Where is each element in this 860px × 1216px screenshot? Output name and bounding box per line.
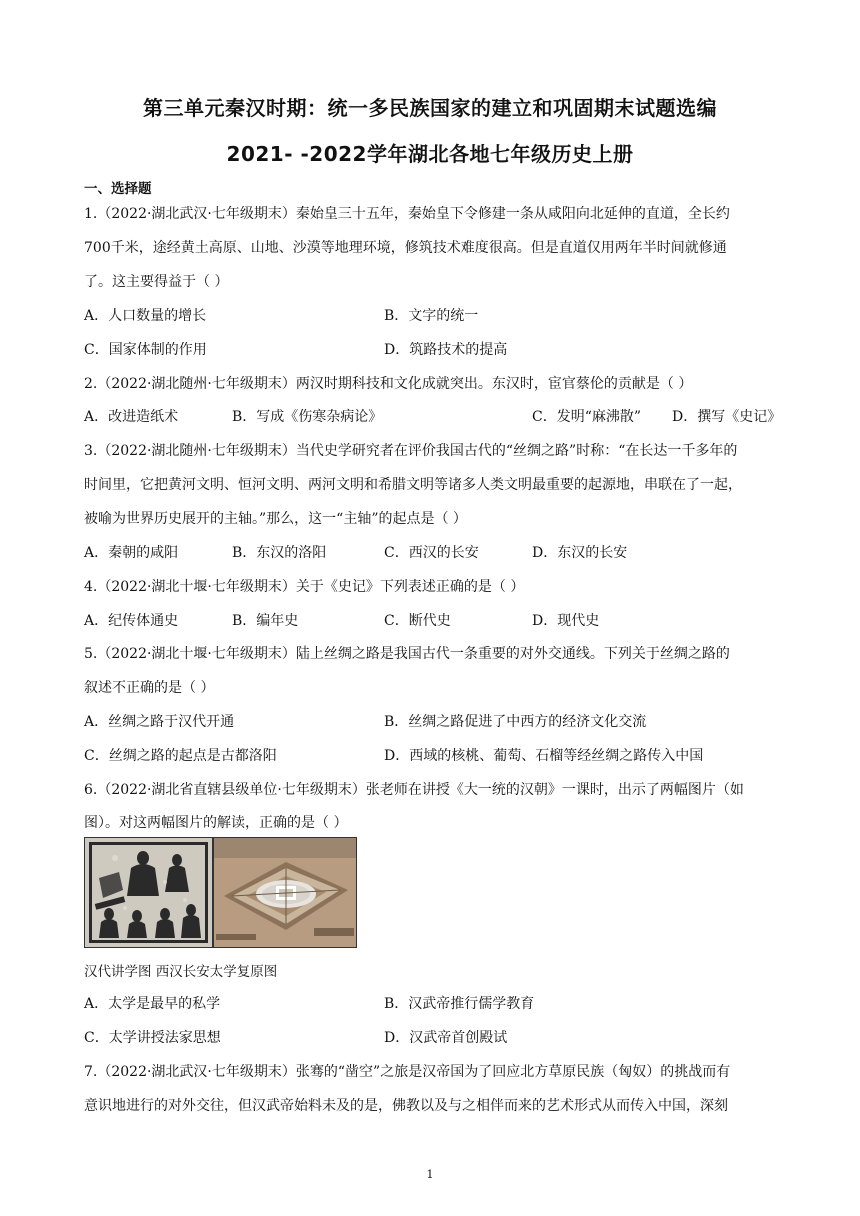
question-2-option-c: C．发明“麻沸散” <box>532 409 642 425</box>
question-6-option-b: B．汉武帝推行儒学教育 <box>384 996 535 1012</box>
question-4-option-b: B．编年史 <box>232 613 299 629</box>
question-4-option-a: A．纪传体通史 <box>84 613 179 629</box>
question-2-option-d: D．撰写《史记》 <box>672 409 782 425</box>
page-number: 1 <box>426 1168 434 1181</box>
question-5-option-a: A．丝绸之路于汉代开通 <box>84 714 235 730</box>
question-1-option-d: D．筑路技术的提高 <box>384 342 508 358</box>
document-title: 第三单元秦汉时期：统一多民族国家的建立和巩固期末试题选编 <box>143 96 717 120</box>
question-6-option-d: D．汉武帝首创殿试 <box>384 1030 508 1046</box>
document-subtitle: 2021- -2022学年湖北各地七年级历史上册 <box>226 142 634 166</box>
question-6-option-c: C．太学讲授法家思想 <box>84 1030 221 1046</box>
question-1-text-line-3: 了。这主要得益于（ ） <box>84 274 229 290</box>
question-3-option-d: D．东汉的长安 <box>532 545 628 561</box>
han-lecture-illustration <box>85 838 212 947</box>
question-5-option-b: B．丝绸之路促进了中西方的经济文化交流 <box>384 714 647 730</box>
question-4-text-line-1: 4.（2022·湖北十堰·七年级期末）关于《史记》下列表述正确的是（ ） <box>84 579 525 595</box>
question-3-text-line-3: 被喻为世界历史展开的主轴。”那么，这一“主轴”的起点是（ ） <box>84 511 467 527</box>
section-heading: 一、选择题 <box>84 181 152 197</box>
question-5-text-line-2: 叙述不正确的是（ ） <box>84 680 215 696</box>
question-6-text-line-2: 图）。对这两幅图片的解读，正确的是（ ） <box>84 815 348 831</box>
question-1-text-line-1: 1.（2022·湖北武汉·七年级期末）秦始皇三十五年，秦始皇下令修建一条从咸阳向北延伸的直道，全长约 <box>84 206 730 222</box>
question-3-option-b: B．东汉的洛阳 <box>232 545 327 561</box>
question-2-text-line-1: 2.（2022·湖北随州·七年级期末）两汉时期科技和文化成就突出。东汉时，宦官蔡伦的贡献是（ ） <box>84 376 693 392</box>
question-6-text-line-1: 6.（2022·湖北省直辖县级单位·七年级期末）张老师在讲授《大一统的汉朝》一课时，出示了两幅图片（如 <box>84 782 744 798</box>
question-1-text-line-2: 700千米，途经黄土高原、山地、沙漠等地理环境，修筑技术难度很高。但是直道仅用两年半时间就修通 <box>84 240 727 256</box>
question-7-text-line-1: 7.（2022·湖北武汉·七年级期末）张骞的“凿空”之旅是汉帝国为了回应北方草原民族（匈奴）的挑战而有 <box>84 1064 731 1080</box>
question-3-text-line-1: 3.（2022·湖北随州·七年级期末）当代史学研究者在评价我国古代的“丝绸之路”时称：“在长达一千多年的 <box>84 443 738 459</box>
question-6-option-a: A．太学是最早的私学 <box>84 996 221 1012</box>
question-3-option-c: C．西汉的长安 <box>384 545 479 561</box>
taixue-reconstruction-image <box>213 837 357 948</box>
question-1-option-a: A．人口数量的增长 <box>84 308 207 324</box>
question-2-option-a: A．改进造纸术 <box>84 409 179 425</box>
question-3-option-a: A．秦朝的咸阳 <box>84 545 179 561</box>
image-caption: 汉代讲学图 西汉长安太学复原图 <box>84 964 278 980</box>
question-2-option-b: B．写成《伤寒杂病论》 <box>232 409 383 425</box>
question-3-text-line-2: 时间里，它把黄河文明、恒河文明、两河文明和希腊文明等诸多人类文明最重要的起源地，串联在了一起， <box>84 477 742 493</box>
question-1-option-b: B．文字的统一 <box>384 308 479 324</box>
han-lecture-image <box>84 837 213 948</box>
question-4-option-d: D．现代史 <box>532 613 600 629</box>
question-4-option-c: C．断代史 <box>384 613 451 629</box>
question-5-option-d: D．西域的核桃、葡萄、石榴等经丝绸之路传入中国 <box>384 748 704 764</box>
question-5-text-line-1: 5.（2022·湖北十堰·七年级期末）陆上丝绸之路是我国古代一条重要的对外交通线。下列关于丝绸之路的 <box>84 646 730 662</box>
question-7-text-line-2: 意识地进行的对外交往，但汉武帝始料未及的是，佛教以及与之相伴而来的艺术形式从而传入中国，深刻 <box>84 1098 728 1114</box>
question-5-option-c: C．丝绸之路的起点是古都洛阳 <box>84 748 277 764</box>
question-1-option-c: C．国家体制的作用 <box>84 342 207 358</box>
taixue-reconstruction-illustration <box>214 838 356 947</box>
